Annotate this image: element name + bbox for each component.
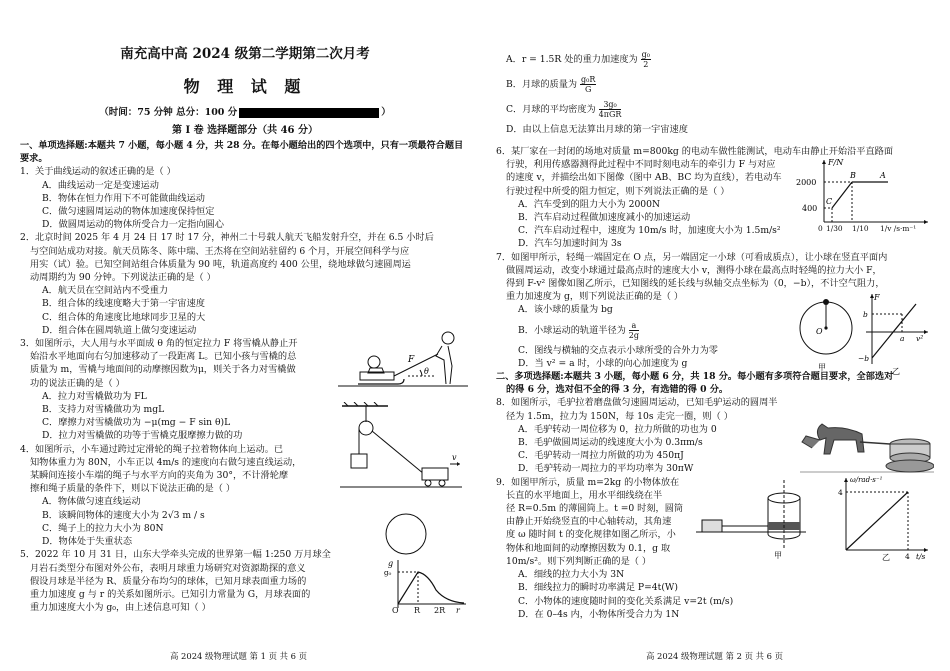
q9-y-tick: 4: [838, 488, 843, 497]
q5-option-a-frac: [641, 50, 651, 69]
q4-pulley-figure: [338, 402, 462, 494]
q9-stem-6: 物体和地面间的动摩擦因数为 0.1，g 取: [506, 542, 671, 554]
q5-a-num: g₀: [641, 50, 650, 59]
q2-option-d: D．组合体在圆周轨道上做匀变速运动: [42, 324, 197, 336]
q8-option-c: C．毛驴转动一周拉力所做的功为 450πJ: [518, 450, 684, 462]
q5-option-b-text: B．月球的质量为: [506, 79, 578, 90]
q5-x-o: O: [392, 606, 399, 615]
q6-stem-1: 6．某厂家在一封闭的场地对质量 m=800kg 的电动车做性能测试，电动车由静止开始沿平直路面: [496, 146, 894, 157]
q6-y-tick-400: 400: [802, 204, 818, 213]
q3-option-d: D．拉力对雪橇做的功等于雪橇克服摩擦力做的功: [42, 430, 243, 442]
q6-point-a: A: [880, 171, 886, 180]
q5-g-label: g: [388, 559, 394, 568]
meta-suffix: ）: [381, 107, 391, 118]
q7-stem-4: 重力加速度为 g，则下列说法正确的是（ ）: [506, 291, 684, 303]
q7-caption-jia: 甲: [818, 363, 826, 372]
q5-option-c-text: C．月球的平均密度为: [506, 104, 596, 115]
q4-option-c: C．绳子上的拉力大小为 80N: [42, 522, 164, 534]
part1-heading: 一、单项选择题:本题共 7 小题，每小题 4 分，共 28 分。在每小题给出的四个选项中，只有一项最符合题目要求。: [20, 140, 464, 165]
q8-option-a: A．毛驴转动一周位移为 0，拉力所做的功也为 0: [518, 423, 717, 435]
q6-option-b: B．汽车启动过程做加速度减小的加速运动: [518, 212, 691, 224]
q2-option-a: A．航天员在空间站内不受重力: [42, 285, 169, 297]
q9-stem-3: 径 R=0.5m 的薄圆筒上。t =0 时刻，圆筒: [506, 503, 684, 515]
q6-stem-3: 的速度 v，并描绘出如下图像（图中 AB、BC 均为直线），若电动车: [506, 172, 782, 184]
q5-stem-3: 假设月球是半径为 R、质量分布均匀的球体，已知月球表面重力场的: [30, 575, 307, 587]
q3-stem-4: 功的说法正确的是（ ）: [30, 377, 125, 389]
footer-right: 高 2024 级物理试题 第 2 页 共 6 页: [646, 651, 784, 661]
q9-caption-yi: 乙: [882, 553, 890, 562]
q2-stem-3: 用实（试）验。已知空间站组合体质量为 90 吨，轨道高度约 400 公里，绕地球做匀速圆周运: [30, 258, 411, 270]
part2-heading-2: 的得 6 分，选对但不全的得 3 分，有选错的得 0 分。: [506, 384, 729, 396]
q9-stem-4: 由静止开始绕竖直的中心轴转动，其角速: [506, 516, 672, 528]
q3-f-label: F: [408, 355, 415, 365]
q7-f-label: F: [874, 293, 880, 302]
q6-x-tick-1-30: 1/30: [826, 224, 843, 233]
q7-b-num: a: [629, 321, 639, 331]
q7-option-d: D．当 v² = a 时，小球的向心加速度为 g: [518, 357, 688, 369]
q4-option-d: D．物体处于失重状态: [42, 536, 133, 548]
q5-option-a-text: A．r = 1.5R 处的重力加速度为: [506, 54, 638, 65]
q9-caption-jia: 甲: [774, 551, 782, 560]
q9-x-tick: 4: [905, 552, 910, 561]
q6-x-label: 1/v /s·m⁻¹: [880, 224, 917, 233]
q7-stem-3: 得到 F-v² 图像如图乙所示，已知图线的延长线与纵轴交点坐标为（0，−b），不计空气阻力，: [506, 278, 885, 290]
q5-moon-figure: [384, 512, 468, 612]
q6-option-d: D．汽车匀加速时间为 3s: [518, 238, 622, 250]
q2-option-b: B．组合体的线速度略大于第一宇宙速度: [42, 298, 205, 310]
q1-stem: 1．关于曲线运动的叙述正确的是（ ）: [20, 166, 176, 178]
q1-option-d: D．做圆周运动的物体所受合力一定指向圆心: [42, 219, 224, 231]
q2-stem-4: 动周期约为 90 分钟。下列说法正确的是（ ）: [30, 272, 216, 284]
q7-stem-2: 做圆周运动，改变小球通过最高点时的速度大小 v，测得小球在最高点时轻绳的拉力大小 F，: [506, 264, 882, 276]
q3-stem-3: 质量为 m，雪橇与地面间的动摩擦因数为μ，则关于各力对雪橇做: [30, 364, 296, 376]
q7-option-a: A．该小球的质量为 bg: [518, 304, 613, 316]
q6-x-tick-1-10: 1/10: [852, 224, 869, 233]
q3-option-a: A．拉力对雪橇做功为 FL: [42, 390, 147, 402]
q9-option-a: A．细线的拉力大小为 3N: [518, 569, 625, 581]
q4-option-a: A．物体做匀速直线运动: [42, 496, 141, 508]
exam-meta: [20, 106, 470, 119]
q4-stem-3: 某瞬间连接小车端的绳子与水平方向的夹角为 30°，不计滑轮摩: [30, 470, 289, 482]
q8-option-b: B．毛驴做圆周运动的线速度大小为 0.3πm/s: [518, 437, 703, 449]
q9-option-b: B．细线拉力的瞬时功率满足 P=4t(W): [518, 582, 678, 594]
q3-theta-label: θ: [424, 367, 429, 376]
q5-x-r: R: [414, 606, 421, 615]
q6-y-label: F/N: [828, 158, 844, 167]
q6-x-tick-0: 0: [818, 224, 823, 233]
q8-stem-1: 8．如图所示，毛驴拉着磨盘做匀速圆周运动，已知毛驴运动的圆周半: [496, 397, 778, 409]
q5-option-a: [506, 50, 936, 69]
q5-b-den: G: [584, 85, 592, 94]
q5-b-num: g₀R: [581, 75, 596, 84]
q5-option-b: [506, 75, 936, 94]
q7-option-c: C．图线与横轴的交点表示小球所受的合外力为零: [518, 344, 718, 356]
q3-stem-1: 3．如图所示，大人用与水平面成 θ 角的恒定拉力 F 将雪橇从静止开: [20, 338, 298, 350]
exam-title: 南充高中高 2024 级第二学期第二次月考: [120, 46, 370, 62]
q9-stem-7: 10m/s²。则下列判断正确的是（ ）: [506, 555, 652, 567]
q4-stem-4: 擦和绳子质量的条件下，则以下说法正确的是（ ）: [30, 483, 236, 495]
redacted-bar: [239, 108, 379, 118]
q7-b-den: 2g: [628, 330, 639, 340]
q5-x-2r: 2R: [434, 606, 446, 615]
q6-stem-2: 行驶，利用传感器测得此过程中不同时刻电动车的牵引力 F 与对应: [506, 159, 776, 171]
q5-option-c-frac: [599, 100, 622, 119]
q9-option-d: D．在 0–4s 内，小物体所受合力为 1N: [518, 608, 680, 620]
q7-option-b-frac: [629, 321, 639, 340]
q9-stem-2: 长直的水平地面上，用水平细线绕在半: [506, 489, 663, 501]
q2-option-c: C．组合体的角速度比地球同步卫星的大: [42, 311, 206, 323]
q5-stem-2: 月岩石类型分布图对外公布，表明月球重力场研究对资源勘探的意义: [30, 562, 306, 574]
q6-point-b: B: [850, 171, 856, 180]
q4-stem-2: 知物体重力为 80N，小车正以 4m/s 的速度向右做匀速直线运动，: [30, 456, 302, 468]
q5-a-den: 2: [643, 60, 649, 69]
q7-o-label: O: [816, 327, 823, 336]
q9-stem-1: 9．如图甲所示，质量 m=2kg 的小物体放在: [496, 476, 680, 488]
q1-option-a: A．曲线运动一定是变速运动: [42, 179, 159, 191]
q5-stem-1: 5．2022 年 10 月 31 日，山东大学牵头完成的世界第一幅 1:250 万月球全: [20, 549, 331, 561]
q4-stem-1: 4．如图所示，小车通过跨过定滑轮的绳子拉着物体向上运动。已: [20, 443, 284, 455]
q5-option-c: [506, 100, 936, 119]
q6-option-a: A．汽车受到的阻力大小为 2000N: [518, 198, 661, 210]
q5-c-num: 3g₀: [599, 100, 622, 110]
q6-graph: [792, 156, 932, 230]
q5-c-den: 4πGR: [598, 110, 622, 119]
q9-option-c: C．小物体的速度随时间的变化关系满足 v=2t (m/s): [518, 595, 734, 607]
q5-g0-label: g₀: [384, 569, 392, 577]
q7-x-label: v²: [916, 334, 924, 343]
q3-stem-2: 始沿水平地面向右匀加速移动了一段距离 L。已知小孩与雪橇的总: [30, 351, 297, 363]
q6-stem-4: 行驶过程中所受的阻力恒定，则下列说法正确的是（ ）: [506, 185, 730, 197]
footer-left: 高 2024 级物理试题 第 1 页 共 6 页: [170, 651, 308, 661]
q7-caption-yi: 乙: [892, 367, 900, 376]
q6-point-c: C: [826, 197, 833, 206]
q9-figures: [696, 470, 932, 562]
q5-stem-5: 重力加速度大小为 g₀，由上述信息可知（ ）: [30, 602, 211, 614]
q4-option-b: B．该瞬间物体的速度大小为 2√3 m / s: [42, 509, 205, 521]
q5-stem-4: 重力加速度 g 与 r 的关系如图所示。已知引力常量为 G，月球表面的: [30, 588, 311, 600]
part2-heading-1: 二、多项选择题:本题共 3 小题，每小题 6 分，共 18 分。每小题有多项符合题目要求，全部选对: [496, 371, 894, 383]
q9-y-label: ω/rad·s⁻¹: [850, 476, 883, 484]
q4-v-label: v: [452, 453, 457, 462]
q1-option-c: C．做匀速圆周运动的物体加速度保持恒定: [42, 206, 215, 218]
q2-stem-2: 与空间站成功对接。航天员陈冬、陈中瑞、王杰将在空间站驻留约 6 个月，开展空间科学与应: [30, 245, 410, 257]
q8-option-d: D．毛驴转动一周拉力的平均功率为 30πW: [518, 463, 694, 475]
section-heading: 第 Ⅰ 卷 选择题部分（共 46 分）: [171, 125, 318, 136]
q5-option-b-frac: [580, 75, 596, 94]
q8-stem-2: 径为 1.5m，拉力为 150N，每 10s 走完一圈，则（ ）: [506, 410, 733, 422]
q1-option-b: B．物体在恒力作用下不可能做曲线运动: [42, 192, 205, 204]
q7-neg-b-label: −b: [858, 354, 870, 363]
q2-stem-1: 2．北京时间 2025 年 4 月 24 日 17 时 17 分，神州二十号载人航天飞船发射升空，并在 6.5 小时后: [20, 232, 434, 244]
q3-option-c: C．摩擦力对雪橇做功为 −μ(mg − F sin θ)L: [42, 417, 231, 429]
q6-option-c: C．汽车启动过程中，速度为 10m/s 时，加速度大小为 1.5m/s²: [518, 225, 781, 237]
q7-stem-1: 7．如图甲所示，轻绳一端固定在 O 点，另一端固定一小球（可看成质点），让小球在竖直平面内: [496, 251, 888, 263]
q3-option-b: B．支持力对雪橇做功为 mgL: [42, 404, 165, 416]
q9-x-label: t/s: [916, 552, 926, 561]
subject-title: 物 理 试 题: [183, 77, 307, 96]
q5-x-r-var: r: [456, 606, 460, 615]
q7-figures: [792, 290, 932, 378]
q8-donkey-figure: [800, 418, 934, 474]
q7-option-b-text: B．小球运动的轨道半径为: [518, 324, 626, 336]
q9-stem-5: 度 ω 随时间 t 的变化规律如图乙所示，小: [506, 529, 676, 541]
q6-y-tick-2000: 2000: [796, 178, 817, 187]
q7-a-label: a: [900, 334, 905, 343]
q7-b-label: b: [863, 310, 868, 319]
q5-options: [506, 50, 936, 136]
q5-option-d: D．由以上信息无法算出月球的第一宇宙速度: [506, 124, 688, 135]
meta-prefix: （时间：75 分钟 总分：100 分: [99, 107, 238, 118]
q3-sled-figure: [338, 328, 468, 390]
